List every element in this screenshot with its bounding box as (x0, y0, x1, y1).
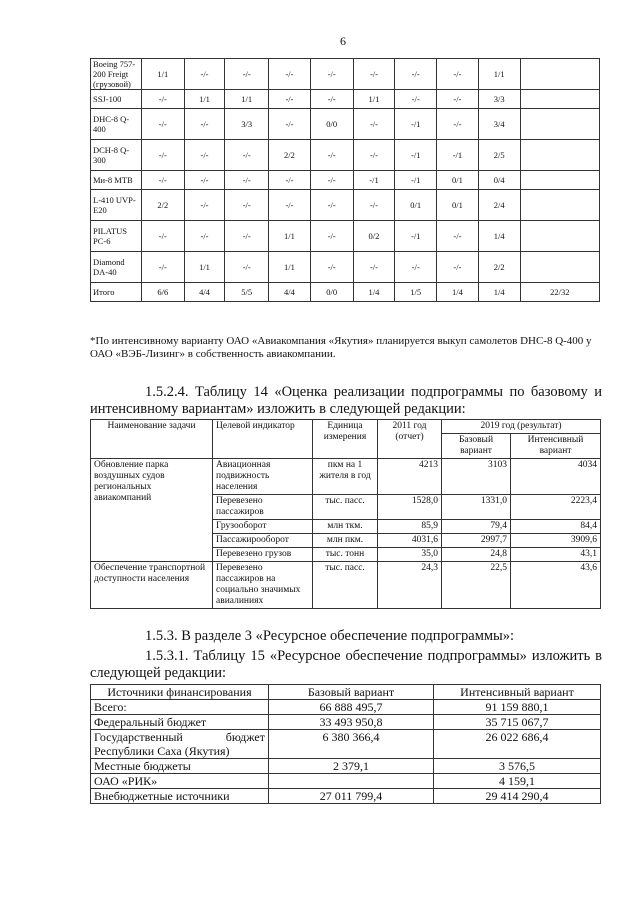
aircraft-name: Итого (91, 283, 142, 302)
fleet-cell: -/1 (395, 221, 437, 252)
fleet-cell-empty (520, 171, 599, 190)
fleet-cell: -/- (184, 109, 225, 140)
unit: тыс. пасс. (313, 562, 378, 609)
fleet-cell: -/- (437, 252, 479, 283)
source-name (91, 730, 269, 759)
fleet-cell: 1/1 (184, 90, 225, 109)
value-base: 66 888 495,7 (269, 700, 434, 715)
fleet-cell: -/- (269, 190, 311, 221)
aircraft-name: SSJ-100 (91, 90, 142, 109)
footnote: *По интенсивному варианту ОАО «Авиакомпания «Якутия» планируется выкуп самолетов DHC-8 Q-400 у ОАО «ВЭБ-Лизинг» в собственность авиакомпании. (90, 335, 592, 360)
fleet-cell: -/- (353, 59, 395, 90)
source-name: Всего: (91, 700, 269, 715)
fleet-cell: -/- (395, 59, 437, 90)
table-row (91, 700, 601, 715)
fleet-cell: -/1 (353, 171, 395, 190)
fleet-cell: -/- (269, 90, 311, 109)
value-intensive: 43,6 (511, 562, 601, 609)
table-row (91, 252, 600, 283)
unit: млн пкм. (313, 534, 378, 548)
value-intensive: 35 715 067,7 (434, 715, 601, 730)
header-indicator: Целевой индикатор (213, 420, 313, 459)
fleet-cell-empty (520, 109, 599, 140)
source-name: ОАО «РИК» (91, 774, 269, 789)
fleet-cell: 3/4 (478, 109, 520, 140)
header-unit: Единица измерения (313, 420, 378, 459)
unit: тыс. тонн (313, 548, 378, 562)
table-row (91, 140, 600, 171)
header-task: Наименование задачи (91, 420, 213, 459)
value-intensive: 2223,4 (511, 495, 601, 520)
fleet-cell: 1/1 (353, 90, 395, 109)
table-row (91, 221, 600, 252)
fleet-cell: -/- (310, 252, 353, 283)
fleet-cell: -/- (269, 171, 311, 190)
value-2011: 4031,6 (378, 534, 442, 548)
value-base: 24,8 (442, 548, 511, 562)
fleet-cell-empty (520, 140, 599, 171)
value-2011: 1528,0 (378, 495, 442, 520)
fleet-cell: -/- (437, 59, 479, 90)
fleet-cell: 22/32 (520, 283, 599, 302)
table-14 (90, 419, 601, 609)
fleet-cell: -/- (310, 90, 353, 109)
fleet-cell: 3/3 (478, 90, 520, 109)
fleet-cell: 1/5 (395, 283, 437, 302)
fleet-cell: -/- (310, 190, 353, 221)
fleet-table (90, 58, 600, 302)
fleet-cell: -/- (184, 171, 225, 190)
page-number: 6 (340, 34, 346, 48)
source-name: Внебюджетные источники (91, 789, 269, 804)
aircraft-name: DCH-8 Q-300 (91, 140, 142, 171)
header-intensive: Интенсивный вариант (434, 685, 601, 700)
fleet-cell: -/1 (395, 171, 437, 190)
header-source: Источники финансирования (91, 685, 269, 700)
fleet-cell: 1/4 (437, 283, 479, 302)
fleet-cell: 0/1 (437, 190, 479, 221)
fleet-cell: -/- (141, 221, 184, 252)
fleet-cell: -/- (395, 252, 437, 283)
fleet-cell: 2/2 (478, 252, 520, 283)
header-2019: 2019 год (результат) (442, 420, 601, 434)
fleet-cell-empty (520, 221, 599, 252)
value-base: 2997,7 (442, 534, 511, 548)
paragraph-1524: 1.5.2.4. Таблицу 14 «Оценка реализации подпрограммы по базовому и интенсивному вариантам» изложить в следующей редакции: (90, 384, 602, 417)
fleet-cell: 1/1 (141, 59, 184, 90)
fleet-cell: -/- (184, 221, 225, 252)
task-name: Обновление парка воздушных судов региональных авиакомпаний (91, 459, 213, 562)
indicator: Перевезено пассажиров (213, 495, 313, 520)
indicator: Перевезено пассажиров на социально значимых авиалиниях (213, 562, 313, 609)
fleet-cell: -/- (310, 171, 353, 190)
table-15 (90, 684, 601, 804)
header-base: Базовый вариант (442, 434, 511, 459)
fleet-cell: 1/1 (478, 59, 520, 90)
source-word: Государственный (94, 730, 183, 744)
table-row (91, 730, 601, 759)
fleet-cell: 1/1 (184, 252, 225, 283)
value-intensive: 26 022 686,4 (434, 730, 601, 759)
aircraft-name: DHC-8 Q-400 (91, 109, 142, 140)
fleet-cell: 4/4 (269, 283, 311, 302)
aircraft-name: L-410 UVP-E20 (91, 190, 142, 221)
aircraft-name: Ми-8 МТВ (91, 171, 142, 190)
value-2011: 85,9 (378, 520, 442, 534)
aircraft-name: Boeing 757-200 Freigt (грузовой) (91, 59, 142, 90)
indicator: Авиационная подвижность населения (213, 459, 313, 495)
source-name: Федеральный бюджет (91, 715, 269, 730)
fleet-cell: 1/1 (269, 221, 311, 252)
task-name: Обеспечение транспортной доступности населения (91, 562, 213, 609)
fleet-cell: -/- (225, 59, 269, 90)
table-row (91, 789, 601, 804)
fleet-cell: -/- (184, 140, 225, 171)
fleet-cell: -/- (310, 59, 353, 90)
value-base: 1331,0 (442, 495, 511, 520)
fleet-cell: -/- (141, 140, 184, 171)
table-row (91, 715, 601, 730)
fleet-cell: -/- (395, 90, 437, 109)
source-word: Республики Саха (Якутия) (94, 744, 230, 758)
value-base: 3103 (442, 459, 511, 495)
value-intensive: 4034 (511, 459, 601, 495)
value-2011: 24,3 (378, 562, 442, 609)
header-intensive: Интенсивный вариант (511, 434, 601, 459)
fleet-cell: -/- (269, 59, 311, 90)
value-base: 33 493 950,8 (269, 715, 434, 730)
table-row (91, 59, 600, 90)
fleet-cell: 2/2 (269, 140, 311, 171)
indicator: Пассажирооборот (213, 534, 313, 548)
fleet-cell: -/1 (395, 140, 437, 171)
unit: млн ткм. (313, 520, 378, 534)
fleet-cell: 2/5 (478, 140, 520, 171)
fleet-cell: -/- (353, 190, 395, 221)
fleet-cell: 0/2 (353, 221, 395, 252)
source-name-line (94, 730, 265, 744)
fleet-cell: -/- (225, 221, 269, 252)
indicator: Грузооборот (213, 520, 313, 534)
table-row (91, 283, 600, 302)
fleet-cell: 0/1 (437, 171, 479, 190)
fleet-cell: -/- (225, 171, 269, 190)
paragraph-1531: 1.5.3.1. Таблицу 15 «Ресурсное обеспечение подпрограммы» изложить в следующей редакции: (90, 648, 602, 681)
table-row (91, 109, 600, 140)
table-row (91, 774, 601, 789)
fleet-cell: -/- (269, 109, 311, 140)
fleet-cell: 0/0 (310, 109, 353, 140)
value-base (269, 774, 434, 789)
fleet-cell: -/- (141, 252, 184, 283)
unit: пкм на 1 жителя в год (313, 459, 378, 495)
fleet-cell: -/- (310, 140, 353, 171)
table-row (91, 171, 600, 190)
fleet-cell-empty (520, 59, 599, 90)
value-intensive: 3909,6 (511, 534, 601, 548)
value-2011: 35,0 (378, 548, 442, 562)
heading-153: 1.5.3. В разделе 3 «Ресурсное обеспечение подпрограммы»: (145, 628, 515, 644)
value-base: 79,4 (442, 520, 511, 534)
table-row (91, 190, 600, 221)
fleet-cell: 1/4 (478, 283, 520, 302)
value-intensive: 91 159 880,1 (434, 700, 601, 715)
fleet-cell: -/- (141, 109, 184, 140)
fleet-cell: 0/1 (395, 190, 437, 221)
fleet-cell: -/- (184, 190, 225, 221)
fleet-cell: 6/6 (141, 283, 184, 302)
unit: тыс. пасс. (313, 495, 378, 520)
source-name: Местные бюджеты (91, 759, 269, 774)
fleet-cell: -/- (184, 59, 225, 90)
fleet-cell-empty (520, 190, 599, 221)
fleet-cell-empty (520, 252, 599, 283)
fleet-cell: 2/2 (141, 190, 184, 221)
value-base: 22,5 (442, 562, 511, 609)
source-word: бюджет (225, 730, 265, 744)
value-base: 27 011 799,4 (269, 789, 434, 804)
value-intensive: 43,1 (511, 548, 601, 562)
fleet-cell: -/- (437, 109, 479, 140)
fleet-cell: -/- (353, 252, 395, 283)
table-row (91, 562, 601, 609)
table-row (91, 459, 601, 495)
fleet-cell: 2/4 (478, 190, 520, 221)
indicator: Перевезено грузов (213, 548, 313, 562)
fleet-cell: -/- (437, 221, 479, 252)
fleet-cell: 0/0 (310, 283, 353, 302)
fleet-cell: 0/4 (478, 171, 520, 190)
value-2011: 4213 (378, 459, 442, 495)
value-base: 6 380 366,4 (269, 730, 434, 759)
fleet-cell: 1/4 (478, 221, 520, 252)
fleet-cell: 3/3 (225, 109, 269, 140)
value-intensive: 84,4 (511, 520, 601, 534)
header-base: Базовый вариант (269, 685, 434, 700)
fleet-cell: -/1 (395, 109, 437, 140)
value-intensive: 29 414 290,4 (434, 789, 601, 804)
table-row (91, 90, 600, 109)
value-base: 2 379,1 (269, 759, 434, 774)
fleet-cell: -/- (225, 190, 269, 221)
fleet-cell: -/- (225, 252, 269, 283)
fleet-cell-empty (520, 90, 599, 109)
fleet-cell: -/1 (437, 140, 479, 171)
fleet-cell: -/- (141, 90, 184, 109)
fleet-cell: 4/4 (184, 283, 225, 302)
value-intensive: 3 576,5 (434, 759, 601, 774)
fleet-cell: -/- (353, 109, 395, 140)
fleet-cell: 1/1 (225, 90, 269, 109)
header-2011: 2011 год (отчет) (378, 420, 442, 459)
fleet-cell: -/- (141, 171, 184, 190)
value-intensive: 4 159,1 (434, 774, 601, 789)
aircraft-name: PILATUS PC-6 (91, 221, 142, 252)
fleet-cell: 1/4 (353, 283, 395, 302)
fleet-cell: -/- (353, 140, 395, 171)
table-row (91, 759, 601, 774)
fleet-cell: 5/5 (225, 283, 269, 302)
fleet-cell: -/- (310, 221, 353, 252)
fleet-cell: -/- (225, 140, 269, 171)
aircraft-name: Diamond DA-40 (91, 252, 142, 283)
fleet-cell: -/- (437, 90, 479, 109)
fleet-cell: 1/1 (269, 252, 311, 283)
